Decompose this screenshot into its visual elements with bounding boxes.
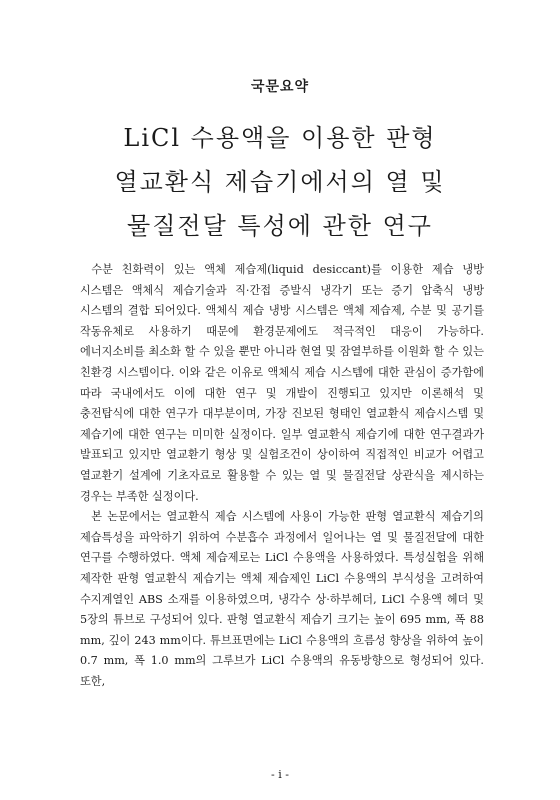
- page-number: - i -: [271, 768, 289, 781]
- abstract-paragraph-1: 수분 친화력이 있는 액체 제습제(liquid desiccant)를 이용한 제습 냉방 시스템은 액체식 제습기술과 직·간접 증발식 냉각기 또는 증기 압축식 냉방 시스템의 결합 되어있다. 액체식 제습 냉방 시스템은 액체 제습제, 수분 및 공기를 작동유체로 사용하기 때문에 환경문제에도 적극적인 대응이 가능하다. 에너지소비를 최소화 할 수 있을 뿐만 아니라 현열 및 잠열부하를 이원화 할 수 있는 친환경 시스템이다. 이와 같은 이유로 액체식 제습 시스템에 대한 관심이 증가함에 따라 국내에서도 이에 대한 연구 및 개발이 진행되고 있지만 이론해석 및 충전탑식에 대한 연구가 대부분이며, 가장 진보된 형태인 열교환식 제습시스템 및 제습기에 대한 연구는 미미한 실정이다. 일부 열교환식 제습기에 대한 연구결과가 발표되고 있지만 열교환기 형상 및 실험조건이 상이하여 직접적인 비교가 어렵고 열교환기 설계에 기초자료로 활용할 수 있는 열 및 물질전달 상관식을 제시하는 경우는 부족한 실정이다.: [80, 263, 484, 503]
- abstract-body: [80, 260, 484, 692]
- abstract-heading: 국문요약: [250, 79, 310, 95]
- thesis-title: [0, 116, 560, 248]
- abstract-paragraph-2: 본 논문에서는 열교환식 제습 시스템에 사용이 가능한 판형 열교환식 제습기의 제습특성을 파악하기 위하여 수분흡수 과정에서 일어나는 열 및 물질전달에 대한 연구를 수행하였다. 액체 제습제로는 LiCl 수용액을 사용하였다. 특성실험을 위해 제작한 판형 열교환식 제습기는 액체 제습제인 LiCl 수용액의 부식성을 고려하여 수지계열인 ABS 소재를 이용하였으며, 냉각수 상·하부헤더, LiCl 수용액 헤더 및 5장의 튜브로 구성되어 있다. 판형 열교환식 제습기 크기는 높이 695 mm, 폭 88 mm, 깊이 243 mm이다. 튜브표면에는 LiCl 수용액의 흐름성 향상을 위하여 높이 0.7 mm, 폭 1.0 mm의 그루브가 LiCl 수용액의 유동방향으로 형성되어 있다. 또한,: [80, 510, 484, 688]
- title-line-2: 열교환식 제습기에서의 열 및: [114, 168, 446, 196]
- title-line-1: LiCl 수용액을 이용한 판형: [123, 124, 437, 152]
- title-line-3: 물질전달 특성에 관한 연구: [127, 212, 433, 240]
